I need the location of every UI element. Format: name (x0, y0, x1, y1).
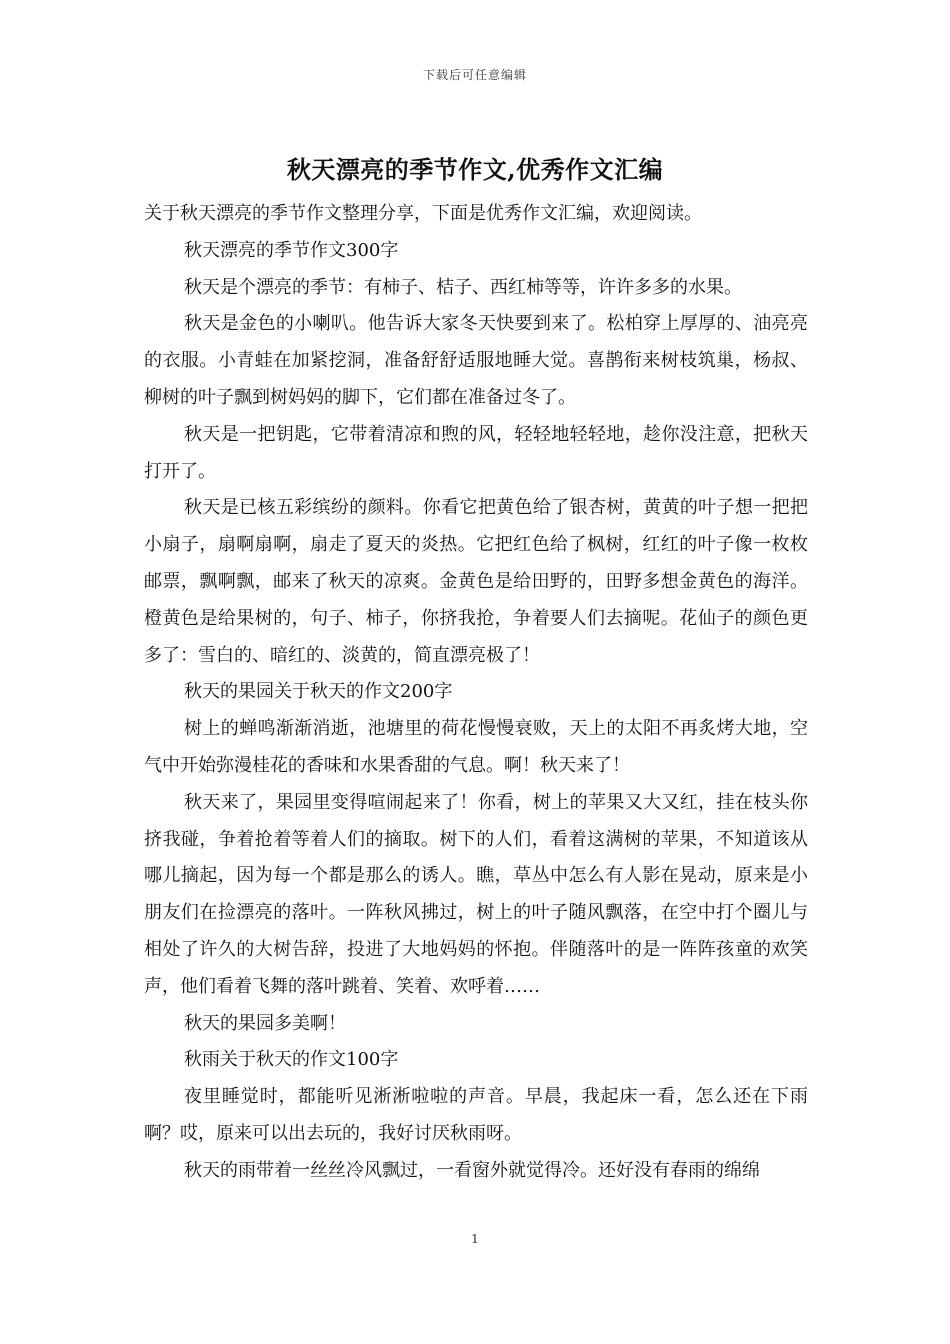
body-paragraph: 秋天是金色的小喇叭。他告诉大家冬天快要到来了。松柏穿上厚厚的、油亮亮的衣服。小青蛙在加紧挖洞，准备舒舒适服地睡大觉。喜鹊衔来树枝筑巢，杨叔、柳树的叶子飘到树妈妈的脚下，它们都在准备过冬了。 (144, 313, 808, 408)
body-paragraph: 夜里睡觉时，都能听见淅淅啦啦的声音。早晨，我起床一看，怎么还在下雨啊？哎，原来可以出去玩的，我好讨厌秋雨呀。 (144, 1086, 808, 1144)
body-paragraph: 秋天是已核五彩缤纷的颜料。你看它把黄色给了银杏树，黄黄的叶子想一把把小扇子，扇啊扇啊，扇走了夏天的炎热。它把红色给了枫树，红红的叶子像一枚枚邮票，飘啊飘，邮来了秋天的凉爽。金黄色是给田野的，田野多想金黄色的海洋。橙黄色是给果树的，句子、柿子，你挤我抢，争着要人们去摘呢。花仙子的颜色更多了：雪白的、暗红的、淡黄的，简直漂亮极了！ (144, 497, 808, 666)
body-paragraph: 秋天是一把钥匙，它带着清凉和煦的风，轻轻地轻轻地，趁你没注意，把秋天打开了。 (144, 423, 808, 482)
body-paragraph: 秋天的雨带着一丝丝冷风飘过，一看窗外就觉得冷。还好没有春雨的绵绵 (184, 1159, 760, 1181)
intro-paragraph: 关于秋天漂亮的季节作文整理分享，下面是优秀作文汇编，欢迎阅读。 (144, 203, 702, 224)
section-heading: 秋天漂亮的季节作文300字 (184, 239, 399, 261)
page-number: 1 (471, 1232, 479, 1246)
body-paragraph: 秋天的果园多美啊！ (184, 1012, 346, 1034)
section-heading: 秋雨关于秋天的作文100字 (184, 1049, 399, 1071)
body-paragraph: 秋天来了，果园里变得喧闹起来了！你看，树上的苹果又大又红，挂在枝头你挤我碰，争着抢着等着人们的摘取。树下的人们，看着这满树的苹果，不知道该从哪儿摘起，因为每一个都是那么的诱人。瞧，草丛中怎么有人影在晃动，原来是小朋友们在捡漂亮的落叶。一阵秋风拂过，树上的叶子随风飘落，在空中打个圈儿与相处了许久的大树告辞，投进了大地妈妈的怀抱。伴随落叶的是一阵阵孩童的欢笑声，他们看着飞舞的落叶跳着、笑着、欢呼着…… (144, 791, 808, 997)
section-heading: 秋天的果园关于秋天的作文200字 (184, 681, 453, 703)
page-header: 下载后可任意编辑 (422, 68, 527, 82)
body-paragraph: 秋天是个漂亮的季节：有柿子、桔子、西红柿等等，许许多多的水果。 (184, 276, 742, 298)
body-paragraph: 树上的蝉鸣渐渐消逝，池塘里的荷花慢慢衰败，天上的太阳不再炙烤大地，空气中开始弥漫桂花的香味和水果香甜的气息。啊！秋天来了！ (144, 718, 808, 776)
document-body (144, 196, 808, 1190)
document-title: 秋天漂亮的季节作文,优秀作文汇编 (286, 155, 664, 184)
